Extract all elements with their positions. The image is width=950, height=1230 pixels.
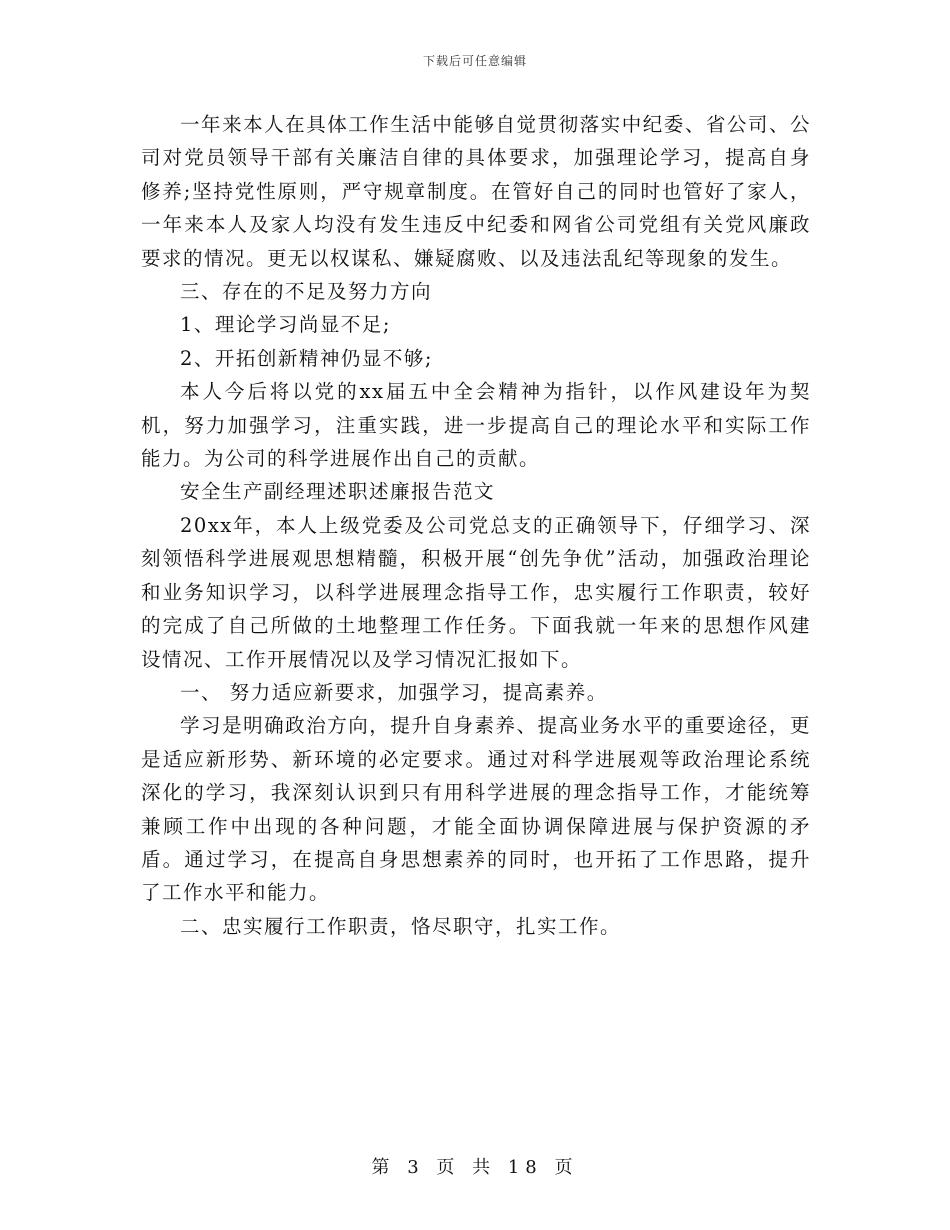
page-header: 下载后可任意编辑 [422,54,527,68]
list-item-theory-study: 1、理论学习尚显不足; [180,313,391,337]
document-body [141,108,811,943]
paragraph-report-intro: 20xx年，本人上级党委及公司党总支的正确领导下，仔细学习、深刻领悟科学进展观思想精髓，积极开展“创先争优”活动，加强政治理论和业务知识学习，以科学进展理念指导工作，忠实履行工作职责，较好的完成了自己所做的土地整理工作任务。下面我就一年来的思想作风建设情况、工作开展情况以及学习情况汇报如下。 [141,513,811,671]
section-heading-duties: 二、忠实履行工作职责，恪尽职守，扎实工作。 [180,914,622,938]
section-heading-study: 一、 努力适应新要求，加强学习，提高素养。 [180,680,608,704]
section-heading-shortcomings: 三、存在的不足及努力方向 [180,280,433,304]
paragraph-self-discipline: 一年来本人在具体工作生活中能够自觉贯彻落实中纪委、省公司、公司对党员领导干部有关廉洁自律的具体要求，加强理论学习，提高自身修养;坚持党性原则，严守规章制度。在管好自己的同时也管好了家人，一年来本人及家人均没有发生违反中纪委和网省公司党组有关党风廉政要求的情况。更无以权谋私、嫌疑腐败、以及违法乱纪等现象的发生。 [141,113,811,270]
page-number-footer: 第 3 页 共 18 页 [371,1157,579,1178]
report-title: 安全生产副经理述职述廉报告范文 [180,480,496,504]
paragraph-future-plan: 本人今后将以党的xx届五中全会精神为指针，以作风建设年为契机，努力加强学习，注重实践，进一步提高自己的理论水平和实际工作能力。为公司的科学进展作出自己的贡献。 [141,380,811,471]
paragraph-study-detail: 学习是明确政治方向，提升自身素养、提高业务水平的重要途径，更是适应新形势、新环境的必定要求。通过对科学进展观等政治理论系统深化的学习，我深刻认识到只有用科学进展的理念指导工作，才能统筹兼顾工作中出现的各种问题，才能全面协调保障进展与保护资源的矛盾。通过学习，在提高自身思想素养的同时，也开拓了工作思路，提升了工作水平和能力。 [141,714,811,905]
list-item-innovation: 2、开拓创新精神仍显不够; [180,346,433,370]
